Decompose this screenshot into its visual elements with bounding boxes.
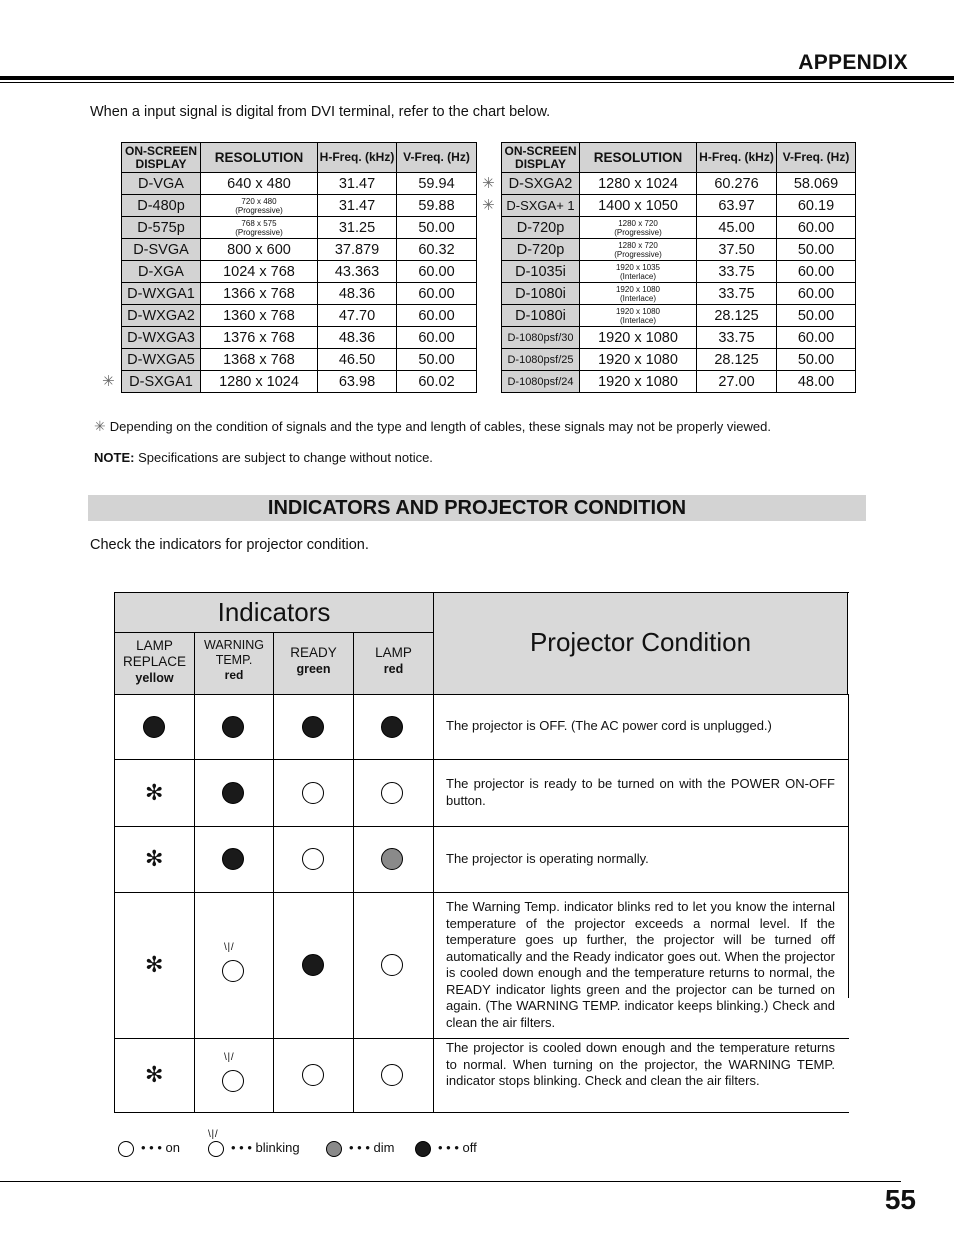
table-row [502, 195, 856, 217]
cell-vfreq: 60.00 [397, 327, 477, 349]
legend-label: • • • on [141, 1140, 180, 1155]
asterisk-icon: ✳ [482, 175, 495, 192]
cell-resolution [201, 371, 318, 393]
display-value: D-1035i [515, 263, 566, 280]
display-value: D-1080i [515, 307, 566, 324]
display-value: D-WXGA5 [127, 351, 195, 368]
cell-display [122, 261, 201, 283]
lamp-off-icon [302, 954, 324, 976]
lamp-on-icon [381, 782, 403, 804]
asterisk-icon: ✳ [102, 373, 115, 390]
resolution-value: 1280 x 1024 [598, 175, 678, 192]
col-label: LAMP [375, 645, 412, 660]
resolution-value: 1376 x 768 [223, 329, 295, 346]
cell-resolution [201, 349, 318, 371]
display-value: D-WXGA2 [127, 307, 195, 324]
header-hfreq: H-Freq. (kHz) [697, 143, 777, 173]
display-value: D-WXGA3 [127, 329, 195, 346]
cell-vfreq: 58.069 [777, 173, 856, 195]
cell-vfreq: 60.00 [777, 217, 856, 239]
cell-vfreq: 60.00 [777, 261, 856, 283]
cell-display [502, 239, 580, 261]
cell-hfreq: 33.75 [697, 327, 777, 349]
note [94, 450, 433, 465]
condition-text: The projector is operating normally. [446, 850, 649, 866]
legend-label: • • • off [438, 1140, 477, 1155]
display-value: D-WXGA1 [127, 285, 195, 302]
table-row [502, 327, 856, 349]
lamp-blinking-icon [208, 1141, 224, 1157]
indicators-title: Indicators [217, 597, 331, 627]
signal-table-left [102, 142, 477, 393]
col-lamp-replace [115, 633, 195, 694]
resolution-value: 1360 x 768 [223, 307, 295, 324]
lamp-off-icon [302, 716, 324, 738]
cell-vfreq: 50.00 [777, 349, 856, 371]
cell-display [122, 217, 201, 239]
flash-asterisk-icon: ✻ [145, 846, 164, 871]
cell-hfreq: 60.276 [697, 173, 777, 195]
cell-display [122, 327, 201, 349]
display-value: D-SXGA1 [129, 373, 193, 390]
table-row [122, 195, 477, 217]
lamp-blinking-icon [222, 960, 244, 982]
col-label: READY [290, 645, 337, 660]
cell-display [122, 283, 201, 305]
header-hfreq: H-Freq. (kHz) [318, 143, 397, 173]
display-value: D-1080i [515, 285, 566, 302]
cell-hfreq: 48.36 [318, 283, 397, 305]
blink-rays-icon: \ | / [224, 942, 233, 953]
cell-resolution [201, 261, 318, 283]
cell-resolution [201, 305, 318, 327]
lamp-off-icon [222, 716, 244, 738]
legend-off [415, 1139, 477, 1157]
cell-resolution [580, 173, 697, 195]
table-row [122, 327, 477, 349]
cell-vfreq: 60.00 [777, 283, 856, 305]
cell-display [502, 217, 580, 239]
lamp-off-icon [222, 782, 244, 804]
blink-rays-icon: \ | / [224, 1052, 233, 1063]
lamp-off-icon [222, 848, 244, 870]
cell-hfreq: 63.98 [318, 371, 397, 393]
cell-vfreq: 60.00 [397, 305, 477, 327]
cell-display [122, 173, 201, 195]
lamp-on-icon [381, 954, 403, 976]
header-vfreq: V-Freq. (Hz) [777, 143, 856, 173]
cell-display [502, 349, 580, 371]
table-row [122, 217, 477, 239]
legend-label: • • • blinking [231, 1140, 300, 1155]
cell-display [502, 371, 580, 393]
table-row [122, 283, 477, 305]
resolution-mode: (Interlace) [619, 315, 656, 325]
cell-display [482, 173, 580, 195]
condition-text: The projector is OFF. (The AC power cord is unplugged.) [446, 718, 772, 734]
indicators-header [115, 593, 433, 633]
table-row [502, 217, 856, 239]
lamp-on-icon [302, 782, 324, 804]
table-row [122, 349, 477, 371]
resolution-value: 1280 x 720 [618, 218, 658, 228]
table-row [122, 305, 477, 327]
lamp-blinking-icon [222, 1070, 244, 1092]
row-divider [114, 1112, 849, 1113]
header-resolution: RESOLUTION [580, 143, 697, 173]
cell-display [102, 371, 201, 393]
flash-asterisk-icon: ✻ [145, 779, 164, 805]
resolution-mode: (Progressive) [614, 249, 662, 259]
cell-hfreq: 33.75 [697, 261, 777, 283]
display-value: D-1080psf/30 [507, 331, 574, 344]
cell-resolution [580, 239, 697, 261]
lamp-on-icon [302, 848, 324, 870]
table-row [122, 371, 477, 393]
cell-hfreq: 63.97 [697, 195, 777, 217]
display-value: D-SVGA [133, 241, 189, 258]
col-ready [274, 633, 354, 694]
legend-blinking [208, 1129, 300, 1157]
cell-hfreq: 31.47 [318, 173, 397, 195]
section-header: APPENDIX [798, 51, 908, 74]
table-row [502, 371, 856, 393]
cell-resolution [580, 349, 697, 371]
condition-text: The projector is cooled down enough and the temperature returns to normal. When turning on the projector, the WARNING TEMP. indicator stops blinking. Check and clean the air filters. [446, 1040, 835, 1088]
resolution-value: 720 x 480 [241, 196, 277, 206]
footer-rule [0, 1181, 901, 1182]
resolution-value: 1920 x 1080 [598, 373, 678, 390]
cell-display [502, 261, 580, 283]
flash-asterisk-icon: ✻ [145, 952, 164, 977]
display-value: D-575p [137, 219, 185, 236]
col-color: red [224, 668, 244, 682]
display-value: D-1080psf/25 [507, 353, 574, 366]
resolution-value: 1400 x 1050 [598, 197, 678, 214]
col-lamp [354, 633, 433, 694]
footnote [94, 418, 771, 435]
cell-resolution [201, 217, 318, 239]
cell-hfreq: 46.50 [318, 349, 397, 371]
cell-resolution [580, 217, 697, 239]
resolution-mode: (Progressive) [235, 227, 283, 237]
col-divider [848, 694, 849, 998]
resolution-mode: (Interlace) [619, 271, 656, 281]
resolution-mode: (Interlace) [619, 293, 656, 303]
lamp-on-icon [118, 1141, 134, 1157]
legend-on [118, 1139, 180, 1157]
display-value: D-XGA [138, 263, 184, 280]
table-row [502, 305, 856, 327]
cell-resolution [201, 195, 318, 217]
condition-title: Projector Condition [529, 627, 752, 657]
cell-vfreq: 60.00 [397, 283, 477, 305]
resolution-value: 1920 x 1080 [615, 306, 661, 316]
header-resolution: RESOLUTION [201, 143, 318, 173]
table-row [502, 239, 856, 261]
resolution-value: 1366 x 768 [223, 285, 295, 302]
header-display: ON-SCREEN DISPLAY [502, 143, 580, 173]
resolution-value: 1920 x 1035 [615, 262, 661, 272]
asterisk-icon: ✳ [94, 418, 106, 434]
cell-resolution [201, 283, 318, 305]
resolution-mode: (Progressive) [235, 205, 283, 215]
table-row [502, 261, 856, 283]
cell-vfreq: 60.02 [397, 371, 477, 393]
resolution-value: 1024 x 768 [223, 263, 295, 280]
row-divider [114, 826, 849, 827]
legend-dim [326, 1139, 394, 1157]
display-value: D-VGA [138, 175, 184, 192]
cell-vfreq: 60.00 [397, 261, 477, 283]
cell-hfreq: 33.75 [697, 283, 777, 305]
cell-hfreq: 37.879 [318, 239, 397, 261]
cell-resolution [580, 371, 697, 393]
cell-hfreq: 31.47 [318, 195, 397, 217]
lamp-off-icon [381, 716, 403, 738]
col-label: LAMP REPLACE [122, 638, 187, 669]
cell-hfreq: 28.125 [697, 305, 777, 327]
resolution-mode: (Progressive) [614, 227, 662, 237]
resolution-value: 1280 x 720 [618, 240, 658, 250]
intro-text: When a input signal is digital from DVI terminal, refer to the chart below. [90, 104, 551, 120]
condition-text: The Warning Temp. indicator blinks red to let you know the internal temperature of the projector exceeds a normal level. If the temperature goes up further, the projector will be turned off automatically and the Ready indicator goes out. When the projector is cooled down enough and the temperature returns to normal, the READY indicator lights green and the projector can be turned on again. (The WARNING TEMP. indicator keeps blinking.) Check and clean the air filters. [446, 899, 835, 1030]
cell-hfreq: 31.25 [318, 217, 397, 239]
table-row [502, 173, 856, 195]
check-text: Check the indicators for projector condition. [90, 537, 369, 553]
resolution-value: 1920 x 1080 [598, 351, 678, 368]
table-row [502, 283, 856, 305]
indicators-table [114, 592, 849, 1114]
header-rule-thin [0, 82, 954, 83]
cell-display [122, 305, 201, 327]
cell-vfreq: 60.32 [397, 239, 477, 261]
lamp-on-icon [381, 1064, 403, 1086]
row-divider [114, 759, 849, 760]
cell-resolution [580, 305, 697, 327]
table-row [502, 349, 856, 371]
resolution-value: 768 x 575 [241, 218, 277, 228]
table-row [122, 261, 477, 283]
cell-resolution [201, 239, 318, 261]
col-label: WARNING TEMP. [204, 638, 264, 667]
resolution-value: 800 x 600 [227, 241, 291, 258]
cell-hfreq: 43.363 [318, 261, 397, 283]
row-divider [114, 694, 849, 695]
row-divider [114, 892, 849, 893]
cell-display [502, 327, 580, 349]
col-divider [273, 633, 274, 1113]
cell-resolution [201, 173, 318, 195]
cell-display [122, 349, 201, 371]
cell-vfreq: 50.00 [777, 239, 856, 261]
cell-vfreq: 50.00 [397, 349, 477, 371]
col-color: red [383, 662, 404, 676]
display-value: D-SXGA+ 1 [506, 198, 575, 213]
resolution-value: 1920 x 1080 [598, 329, 678, 346]
display-value: D-1080psf/24 [507, 375, 574, 388]
cell-resolution [580, 327, 697, 349]
cell-resolution [580, 261, 697, 283]
flash-asterisk-icon: ✻ [145, 1062, 164, 1087]
cell-display [122, 239, 201, 261]
cell-vfreq: 60.19 [777, 195, 856, 217]
cell-hfreq: 37.50 [697, 239, 777, 261]
resolution-value: 1280 x 1024 [219, 373, 299, 390]
row-divider [114, 1038, 849, 1039]
col-color: yellow [135, 671, 174, 685]
legend-label: • • • dim [349, 1140, 395, 1155]
note-label: NOTE: [94, 450, 135, 465]
lamp-off-icon [415, 1141, 431, 1157]
cell-vfreq: 59.88 [397, 195, 477, 217]
cell-hfreq: 28.125 [697, 349, 777, 371]
lamp-on-icon [302, 1064, 324, 1086]
lamp-dim-icon [326, 1141, 342, 1157]
display-value: D-720p [516, 241, 565, 258]
cell-hfreq: 27.00 [697, 371, 777, 393]
condition-text: The projector is ready to be turned on with the POWER ON-OFF button. [446, 776, 835, 808]
col-divider [433, 694, 434, 1113]
col-warning-temp [195, 633, 274, 694]
condition-header [433, 593, 848, 694]
lamp-off-icon [143, 716, 165, 738]
blink-rays-icon: \ | / [208, 1129, 217, 1140]
resolution-value: 1368 x 768 [223, 351, 295, 368]
signal-table-right [482, 142, 856, 393]
cell-display [482, 195, 580, 217]
cell-resolution [201, 327, 318, 349]
header-display: ON-SCREEN DISPLAY [122, 143, 201, 173]
table-row [122, 239, 477, 261]
header-vfreq: V-Freq. (Hz) [397, 143, 477, 173]
col-color: green [296, 662, 331, 676]
footnote-text: Depending on the condition of signals and the type and length of cables, these signals may not be properly viewed. [109, 419, 772, 434]
cell-hfreq: 45.00 [697, 217, 777, 239]
display-value: D-SXGA2 [508, 175, 573, 192]
cell-resolution [580, 283, 697, 305]
display-value: D-480p [137, 197, 185, 214]
cell-display [502, 305, 580, 327]
page-number: 55 [884, 1184, 916, 1215]
asterisk-icon: ✳ [482, 197, 495, 214]
note-text: Specifications are subject to change without notice. [138, 450, 433, 465]
display-value: D-720p [516, 219, 565, 236]
col-divider [353, 633, 354, 1113]
cell-vfreq: 60.00 [777, 327, 856, 349]
cell-hfreq: 48.36 [318, 327, 397, 349]
cell-resolution [580, 195, 697, 217]
cell-display [502, 283, 580, 305]
lamp-dim-icon [381, 848, 403, 870]
resolution-value: 1920 x 1080 [615, 284, 661, 294]
resolution-value: 640 x 480 [227, 175, 291, 192]
section-title: INDICATORS AND PROJECTOR CONDITION [88, 495, 866, 521]
table-row [122, 173, 477, 195]
cell-vfreq: 48.00 [777, 371, 856, 393]
cell-vfreq: 50.00 [777, 305, 856, 327]
cell-vfreq: 50.00 [397, 217, 477, 239]
cell-display [122, 195, 201, 217]
cell-vfreq: 59.94 [397, 173, 477, 195]
header-rule [0, 76, 954, 80]
col-divider [194, 633, 195, 1113]
cell-hfreq: 47.70 [318, 305, 397, 327]
